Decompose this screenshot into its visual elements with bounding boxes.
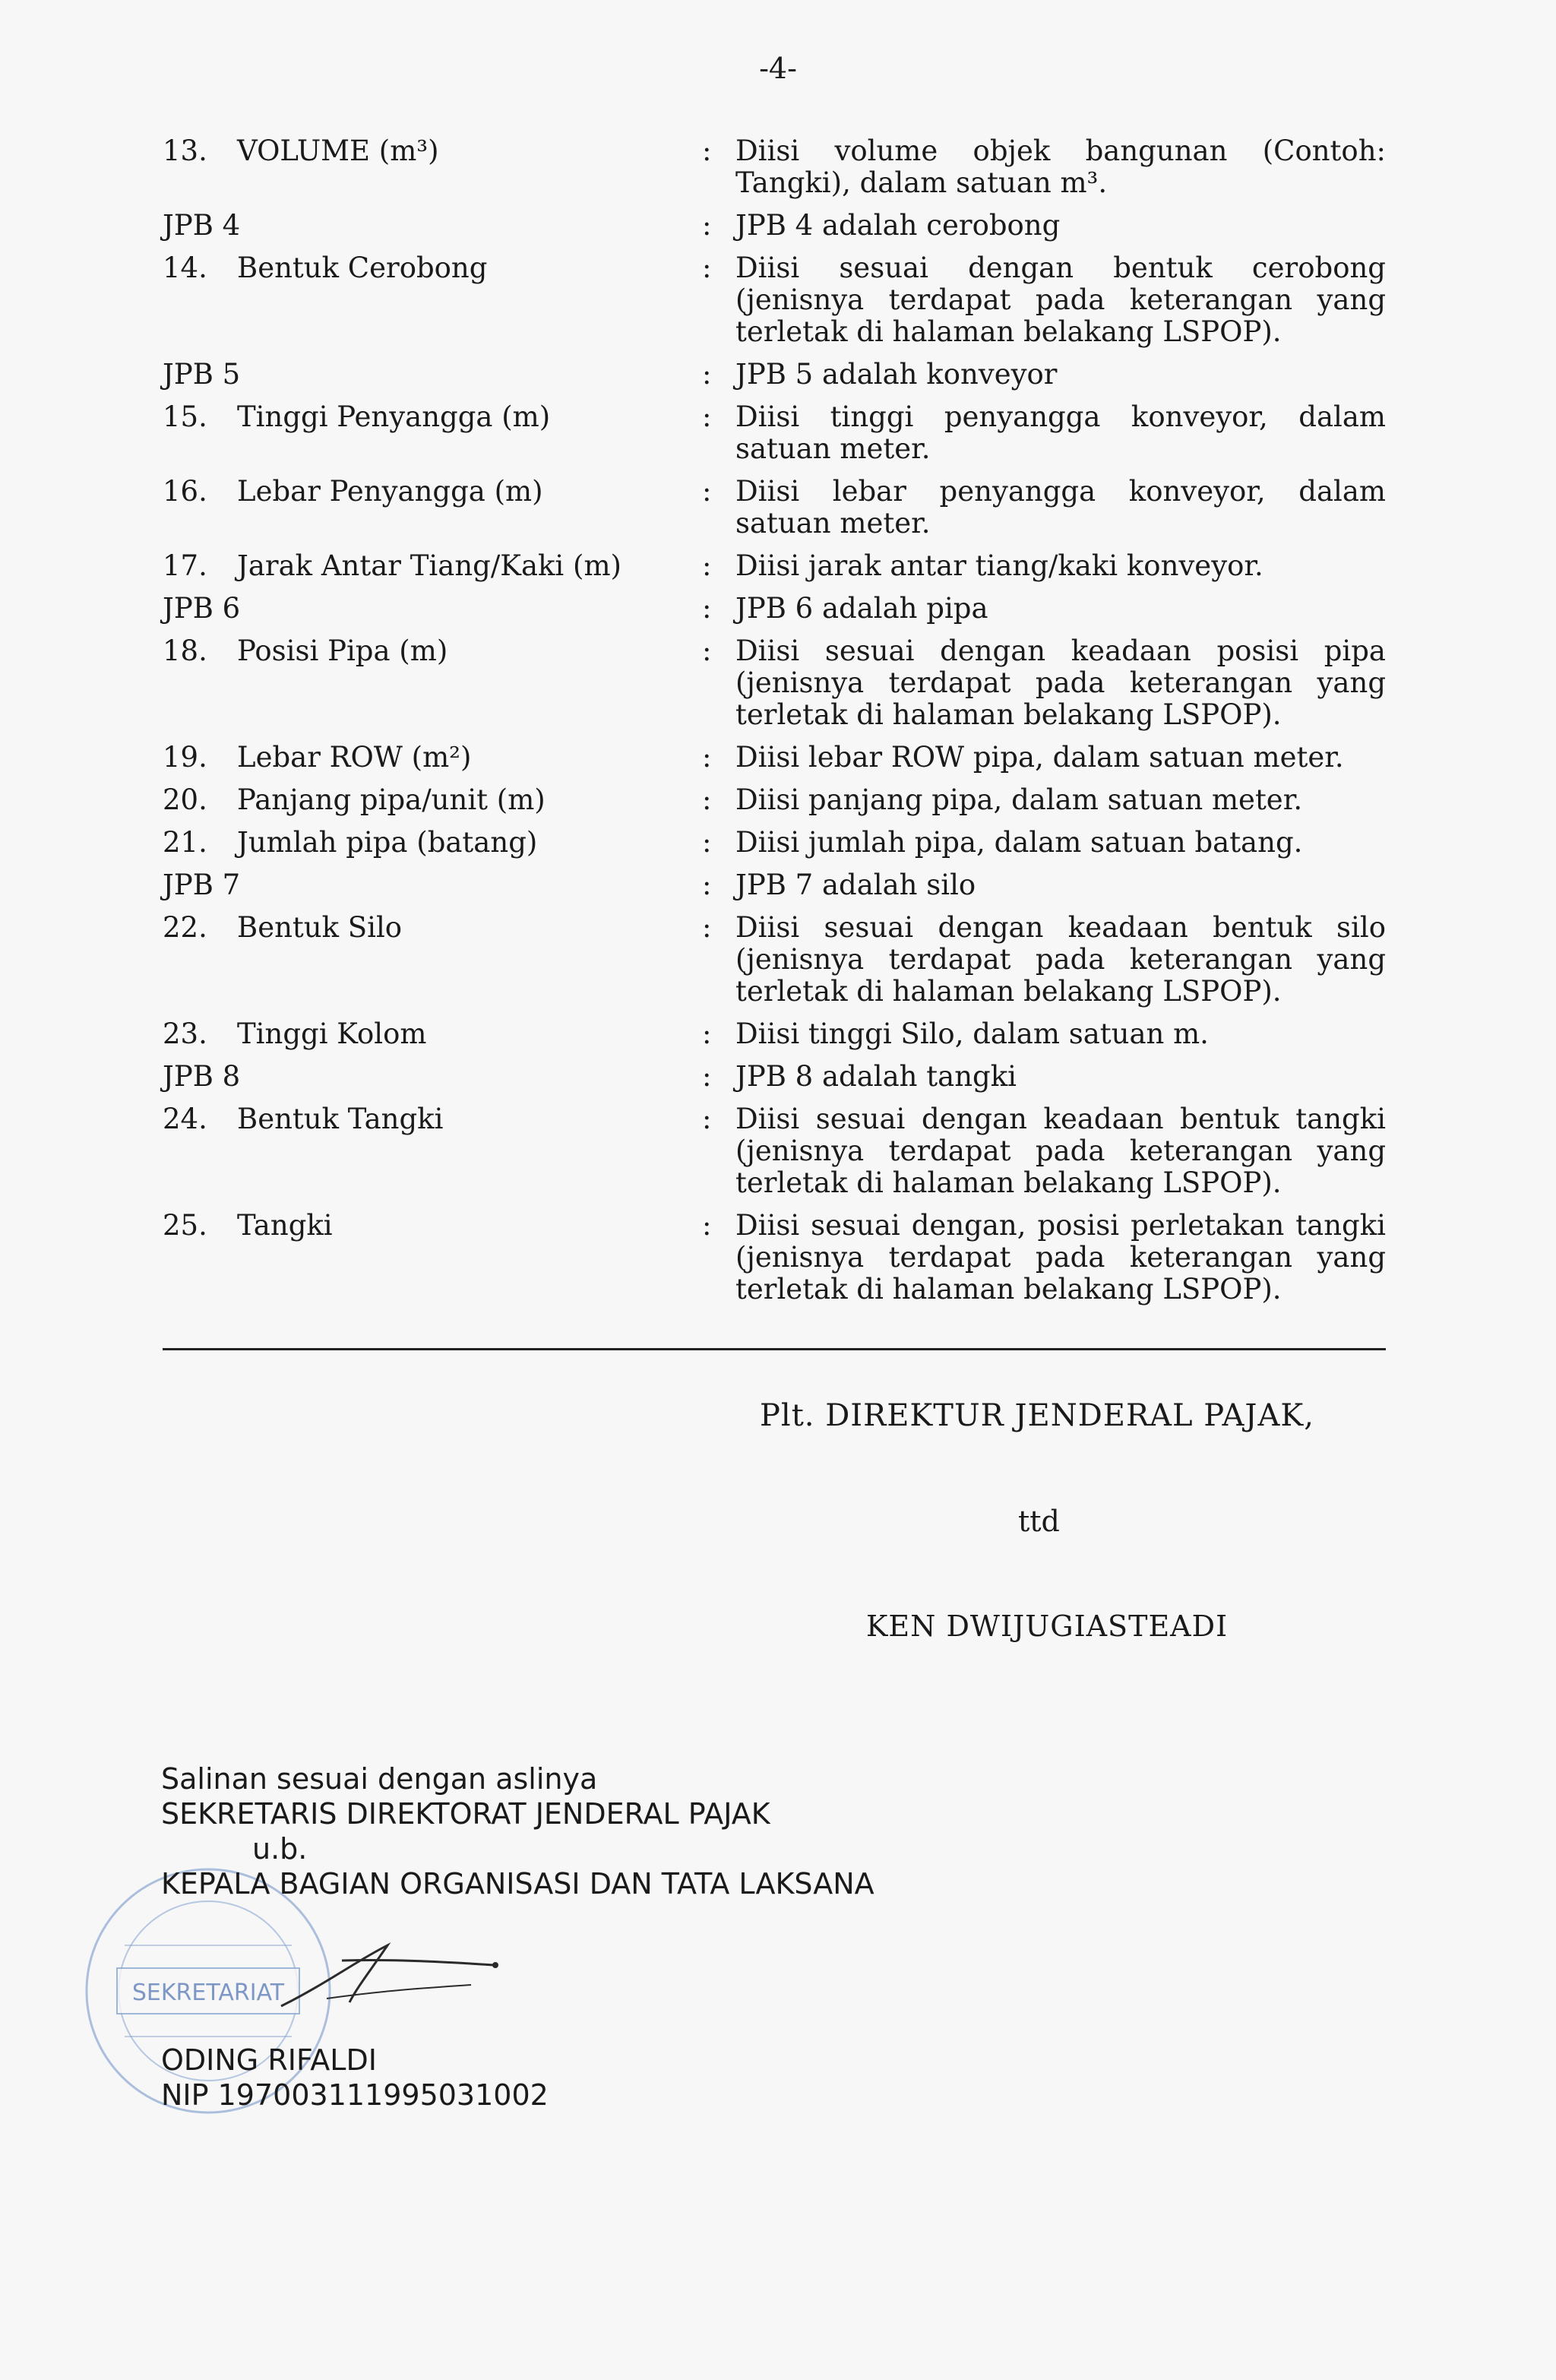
item-row — [163, 135, 1386, 199]
item-description: Diisi jarak antar tiang/kaki konveyor. — [735, 549, 1263, 582]
separator-colon: : — [702, 869, 712, 901]
item-description: Diisi volume objek bangunan (Contoh: Tangki), dalam satuan m³. — [735, 135, 1386, 199]
item-description: Diisi panjang pipa, dalam satuan meter. — [735, 783, 1303, 816]
item-label: Posisi Pipa (m) — [237, 635, 448, 667]
item-number: 17. — [163, 549, 207, 582]
item-number: 25. — [163, 1209, 207, 1242]
signatory-title: Plt. DIREKTUR JENDERAL PAJAK, — [760, 1398, 1314, 1433]
signatory-name: KEN DWIJUGIASTEADI — [866, 1609, 1229, 1643]
item-description: Diisi sesuai dengan, posisi perletakan tangki (jenisnya terdapat pada keterangan yang terletak di halaman belakang LSPOP). — [735, 1209, 1386, 1306]
jpb-row — [163, 210, 1386, 242]
item-description: Diisi lebar ROW pipa, dalam satuan meter. — [735, 741, 1344, 774]
separator-colon: : — [702, 549, 712, 582]
copy-official-name: ODING RIFALDI — [161, 2043, 377, 2077]
separator-colon: : — [702, 358, 712, 391]
page-number: -4- — [759, 52, 797, 85]
jpb-row — [163, 359, 1386, 391]
item-number: 15. — [163, 400, 207, 433]
item-label: Jumlah pipa (batang) — [237, 826, 538, 859]
jpb-label: JPB 6 — [163, 592, 241, 625]
separator-colon: : — [702, 592, 712, 625]
item-description: Diisi jumlah pipa, dalam satuan batang. — [735, 826, 1303, 859]
item-number: 20. — [163, 783, 207, 816]
item-number: 22. — [163, 911, 207, 944]
item-description: JPB 6 adalah pipa — [735, 592, 988, 625]
separator-colon: : — [702, 400, 712, 433]
item-number: 18. — [163, 635, 207, 667]
item-label: Bentuk Tangki — [237, 1103, 444, 1135]
item-label: Bentuk Cerobong — [237, 252, 488, 284]
item-row — [163, 550, 1386, 582]
jpb-label: JPB 5 — [163, 358, 241, 391]
item-label: Tinggi Penyangga (m) — [237, 400, 551, 433]
item-number: 24. — [163, 1103, 207, 1135]
jpb-row — [163, 869, 1386, 901]
item-description: Diisi lebar penyangga konveyor, dalam satuan meter. — [735, 475, 1386, 540]
item-label: Lebar ROW (m²) — [237, 741, 472, 774]
item-number: 23. — [163, 1018, 207, 1050]
item-description: Diisi tinggi Silo, dalam satuan m. — [735, 1018, 1209, 1050]
item-description: Diisi tinggi penyangga konveyor, dalam satuan meter. — [735, 400, 1386, 465]
item-label: Jarak Antar Tiang/Kaki (m) — [237, 549, 621, 582]
separator-colon: : — [702, 252, 712, 284]
copy-line-2: SEKRETARIS DIREKTORAT JENDERAL PAJAK — [161, 1797, 770, 1831]
item-row — [163, 476, 1386, 540]
separator-colon: : — [702, 209, 712, 242]
item-label: Tangki — [237, 1209, 333, 1242]
item-number: 16. — [163, 475, 207, 508]
item-description: Diisi sesuai dengan bentuk cerobong (jenisnya terdapat pada keterangan yang terletak di halaman belakang LSPOP). — [735, 252, 1386, 348]
separator-colon: : — [702, 1103, 712, 1135]
divider-line — [163, 1348, 1386, 1350]
copy-line-4: KEPALA BAGIAN ORGANISASI DAN TATA LAKSANA — [161, 1867, 874, 1901]
jpb-row — [163, 593, 1386, 625]
item-row — [163, 635, 1386, 731]
item-row — [163, 1210, 1386, 1306]
item-description: JPB 7 adalah silo — [735, 869, 976, 901]
jpb-row — [163, 1061, 1386, 1093]
separator-colon: : — [702, 911, 712, 944]
item-row — [163, 1018, 1386, 1050]
jpb-label: JPB 4 — [163, 209, 241, 242]
entries-list — [163, 135, 1386, 1306]
separator-colon: : — [702, 783, 712, 816]
item-row — [163, 827, 1386, 859]
separator-colon: : — [702, 635, 712, 667]
item-number: 21. — [163, 826, 207, 859]
separator-colon: : — [702, 1060, 712, 1093]
item-number: 14. — [163, 252, 207, 284]
separator-colon: : — [702, 741, 712, 774]
item-row — [163, 784, 1386, 816]
separator-colon: : — [702, 826, 712, 859]
item-label: VOLUME (m³) — [237, 135, 439, 167]
separator-colon: : — [702, 135, 712, 167]
item-number: 13. — [163, 135, 207, 167]
item-row — [163, 912, 1386, 1008]
item-number: 19. — [163, 741, 207, 774]
certified-copy-block — [161, 1761, 874, 2113]
item-description: Diisi sesuai dengan keadaan bentuk tangki (jenisnya terdapat pada keterangan yang terletak di halaman belakang LSPOP). — [735, 1103, 1386, 1199]
jpb-label: JPB 7 — [163, 869, 241, 901]
copy-official-nip: NIP 197003111995031002 — [161, 2078, 549, 2112]
separator-colon: : — [702, 1209, 712, 1242]
copy-line-3: u.b. — [252, 1832, 308, 1866]
separator-colon: : — [702, 475, 712, 508]
item-label: Tinggi Kolom — [237, 1018, 427, 1050]
copy-line-1: Salinan sesuai dengan aslinya — [161, 1762, 598, 1796]
item-label: Panjang pipa/unit (m) — [237, 783, 546, 816]
item-description: JPB 4 adalah cerobong — [735, 209, 1061, 242]
item-description: Diisi sesuai dengan keadaan posisi pipa (jenisnya terdapat pada keterangan yang terletak di halaman belakang LSPOP). — [735, 635, 1386, 731]
item-label: Bentuk Silo — [237, 911, 403, 944]
item-row — [163, 252, 1386, 348]
item-description: JPB 5 adalah konveyor — [735, 358, 1058, 391]
jpb-label: JPB 8 — [163, 1060, 241, 1093]
item-row — [163, 401, 1386, 465]
item-label: Lebar Penyangga (m) — [237, 475, 543, 508]
item-description: JPB 8 adalah tangki — [735, 1060, 1017, 1093]
separator-colon: : — [702, 1018, 712, 1050]
item-row — [163, 742, 1386, 774]
stamp-text: SEKRETARIAT — [131, 1980, 285, 2006]
item-row — [163, 1103, 1386, 1199]
item-description: Diisi sesuai dengan keadaan bentuk silo (jenisnya terdapat pada keterangan yang terletak di halaman belakang LSPOP). — [735, 911, 1386, 1008]
signature-ttd: ttd — [1018, 1505, 1060, 1538]
